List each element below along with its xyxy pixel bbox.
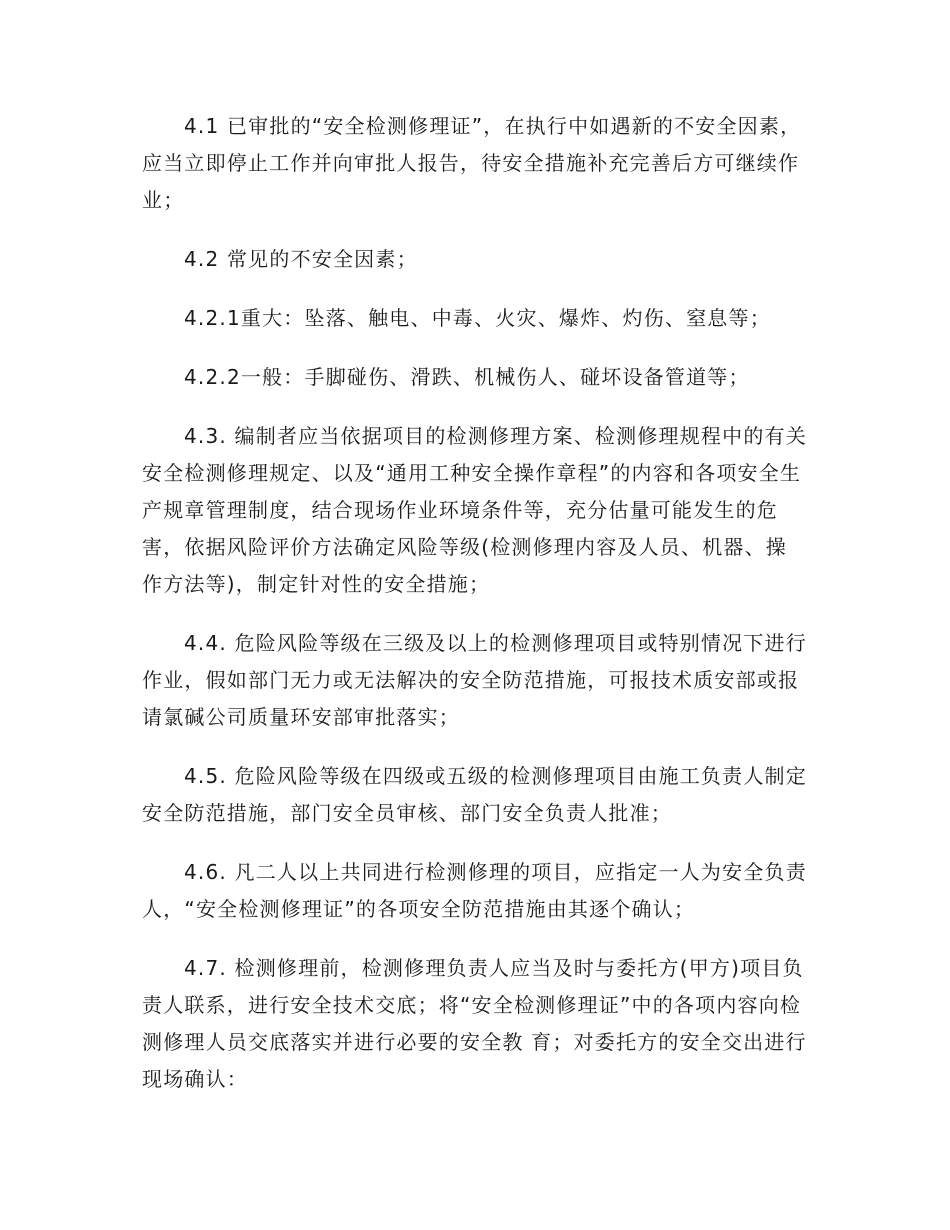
paragraph-4-5: 4.5. 危险风险等级在四级或五级的检测修理项目由施工负责人制定安全防范措施，部门安全员审核、部门安全负责人批准；	[142, 764, 807, 825]
paragraph-4-3: 4.3. 编制者应当依据项目的检测修理方案、检测修理规程中的有关安全检测修理规定、以及“通用工种安全操作章程”的内容和各项安全生产规章管理制度，结合现场作业环境条件等，充分估量可能发生的危害，依据风险评价方法确定风险等级(检测修理内容及人员、机器、操作方法等)，制定针对性的安全措施；	[142, 424, 807, 596]
paragraph-4-7: 4.7. 检测修理前，检测修理负责人应当及时与委托方(甲方)项目负责人联系，进行安全技术交底；将“安全检测修理证”中的各项内容向检测修理人员交底落实并进行必要的安全教 育；对委托方的安全交出进行现场确认：	[142, 956, 807, 1091]
paragraph-4-2-2: 4.2.2一般：手脚碰伤、滑跌、机械伤人、碰坏设备管道等；	[184, 365, 750, 389]
paragraph-4-1: 4.1 已审批的“安全检测修理证”，在执行中如遇新的不安全因素，应当立即停止工作并向审批人报告，待安全措施补充完善后方可继续作业；	[142, 114, 802, 212]
paragraph-4-2-1: 4.2.1重大：坠落、触电、中毒、火灾、爆炸、灼伤、窒息等；	[184, 306, 771, 330]
paragraph-4-6: 4.6. 凡二人以上共同进行检测修理的项目，应指定一人为安全负责人，“安全检测修理证”的各项安全防范措施由其逐个确认；	[142, 860, 807, 921]
document-body	[142, 108, 808, 1120]
paragraph-4-2: 4.2 常见的不安全因素；	[184, 247, 418, 271]
paragraph-4-4: 4.4. 危险风险等级在三级及以上的检测修理项目或特别情况下进行作业，假如部门无力或无法解决的安全防范措施，可报技术质安部或报请氯碱公司质量环安部审批落实；	[142, 631, 807, 729]
